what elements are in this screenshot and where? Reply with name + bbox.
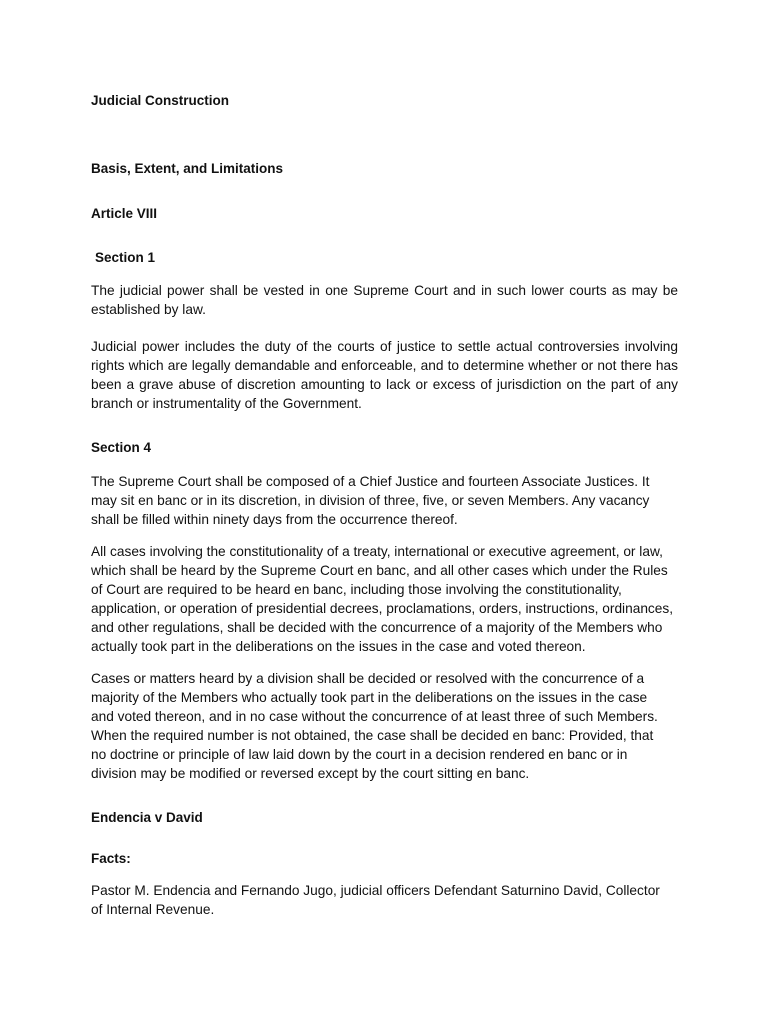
case-title: Endencia v David xyxy=(91,810,203,825)
section-1-paragraph-2: Judicial power includes the duty of the courts of justice to settle actual controversies involving rights which are legally demandable and enforceable, and to determine whether or not there has been a grave abuse of discretion amounting to lack or excess of jurisdiction on the part of any branch or instrumentality of the Government. xyxy=(91,339,678,411)
facts-paragraph: Pastor M. Endencia and Fernando Jugo, judicial officers Defendant Saturnino David, Collector of Internal Revenue. xyxy=(91,883,660,917)
document-title: Judicial Construction xyxy=(91,93,230,108)
section-4-paragraph-3: Cases or matters heard by a division shall be decided or resolved with the concurrence of a majority of the Members who actually took part in the deliberations on the issues in the case and voted thereon, and in no case without the concurrence of at least three of such Members. When the required number is not obtained, the case shall be decided en banc: Provided, that no doctrine or principle of law laid down by the court in a decision rendered en banc or in division may be modified or reversed except by the court sitting en banc. xyxy=(91,671,658,781)
facts-heading: Facts: xyxy=(91,851,131,866)
document-subtitle: Basis, Extent, and Limitations xyxy=(91,161,284,176)
article-heading: Article VIII xyxy=(91,206,158,221)
section-4-paragraph-1: The Supreme Court shall be composed of a Chief Justice and fourteen Associate Justices. It may sit en banc or in its discretion, in division of three, five, or seven Members. Any vacancy shall be filled within ninety days from the occurrence thereof. xyxy=(91,474,650,527)
section-4-heading: Section 4 xyxy=(91,440,152,455)
section-1-paragraph-1: The judicial power shall be vested in one Supreme Court and in such lower courts as may be established by law. xyxy=(91,283,678,317)
section-4-paragraph-2: All cases involving the constitutionality of a treaty, international or executive agreement, or law, which shall be heard by the Supreme Court en banc, and all other cases which under the Rules of Court are required to be heard en banc, including those involving the constitutionality, application, or operation of presidential decrees, proclamations, orders, instructions, ordinances, and other regulations, shall be decided with the concurrence of a majority of the Members who actually took part in the deliberations on the issues in the case and voted thereon. xyxy=(91,544,674,654)
section-1-heading: Section 1 xyxy=(95,250,156,265)
